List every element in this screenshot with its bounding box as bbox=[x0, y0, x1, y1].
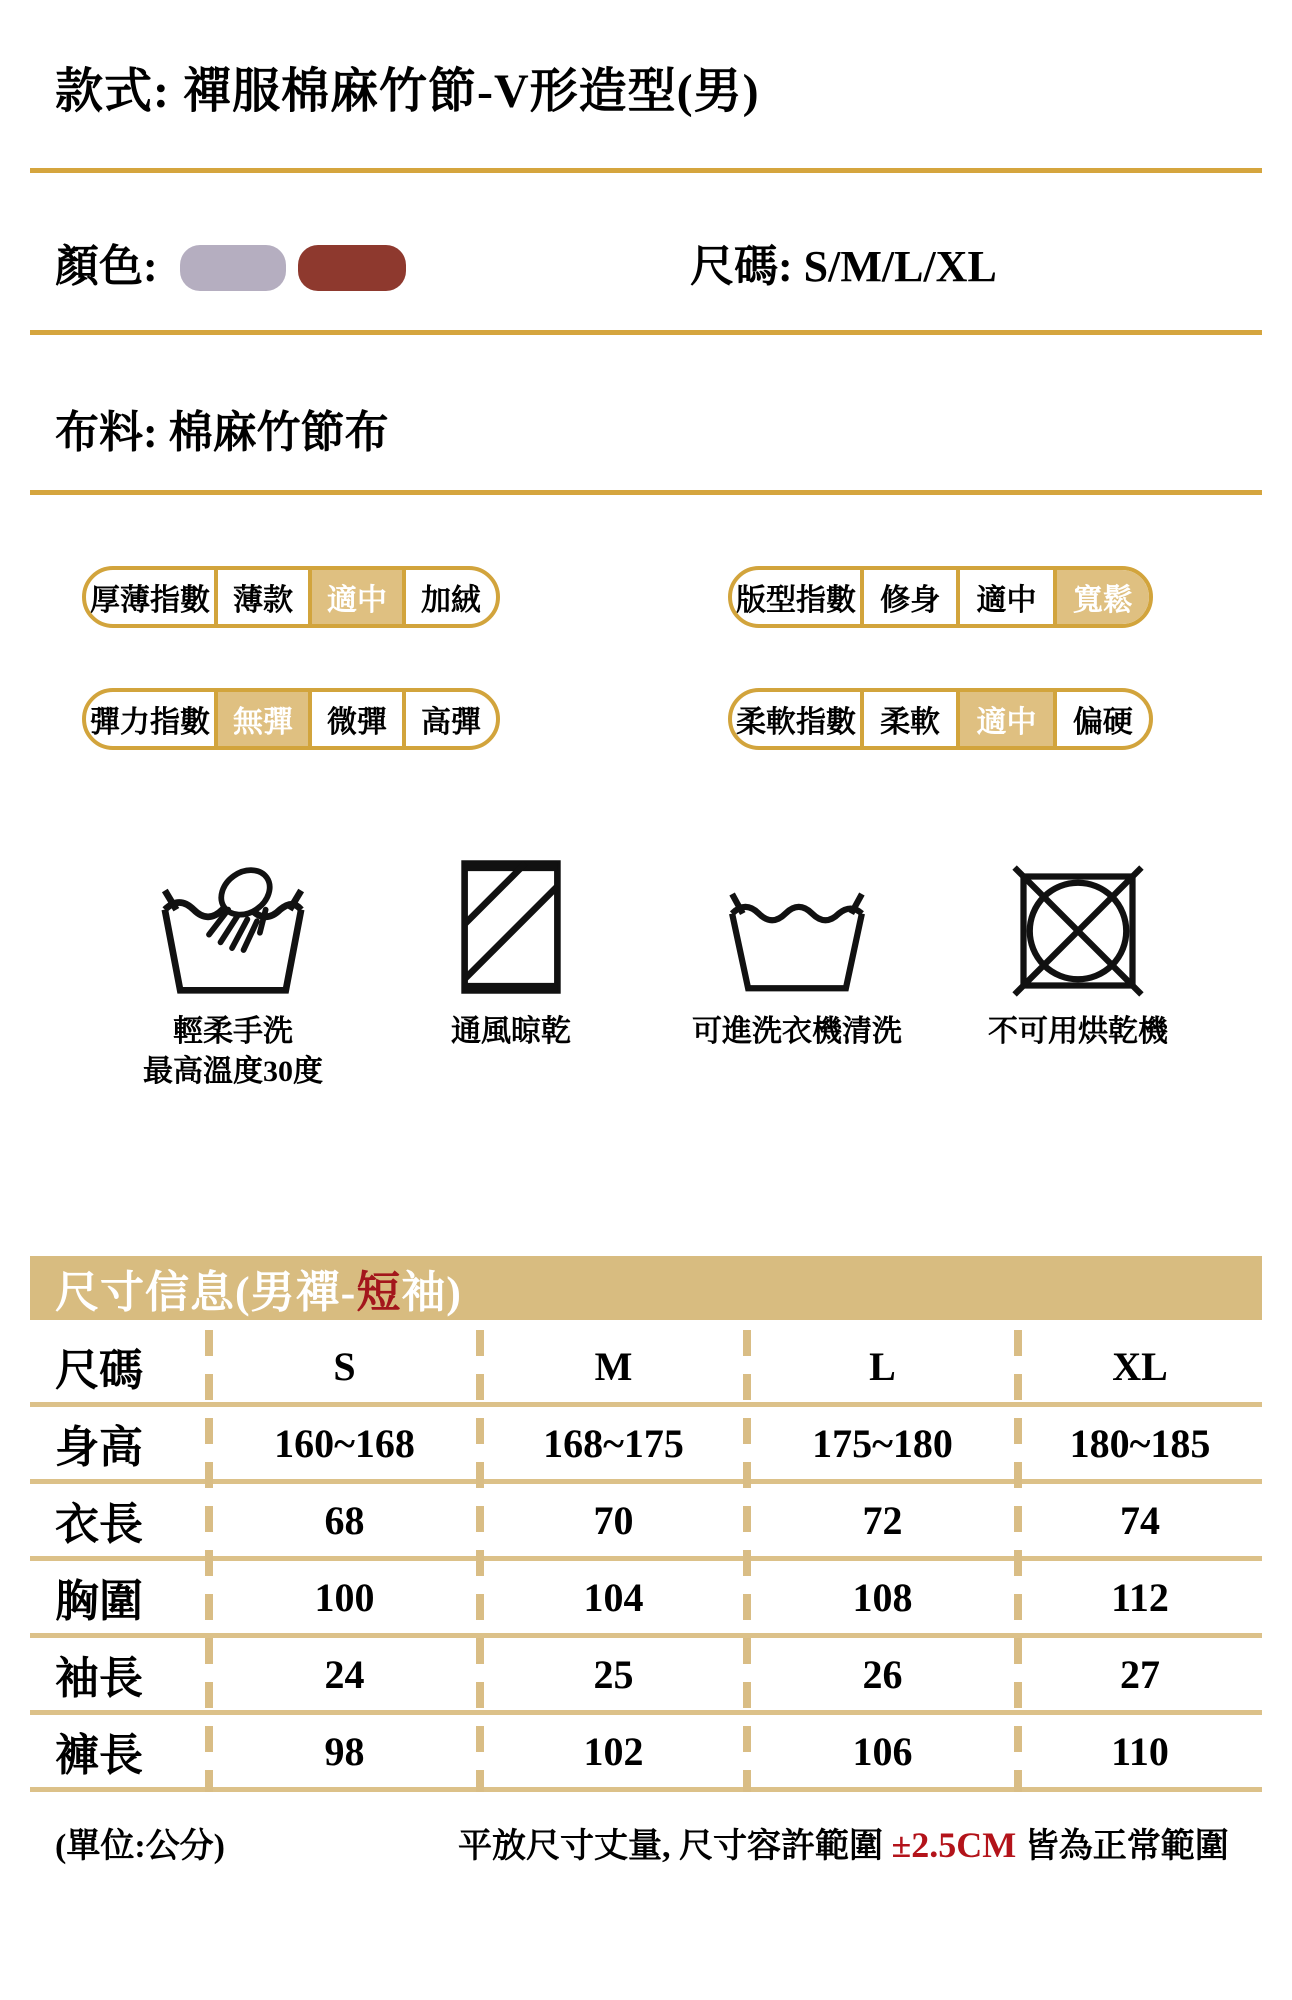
table-cell: 98 bbox=[324, 1728, 365, 1774]
table-row bbox=[30, 1484, 1262, 1561]
divider bbox=[30, 330, 1262, 335]
row-label: 衣長 bbox=[55, 1500, 143, 1549]
indicator-label: 厚薄指數 bbox=[90, 584, 210, 617]
table-cell: 72 bbox=[862, 1497, 903, 1543]
care-item-no-tumble-dry bbox=[948, 850, 1208, 1052]
table-cell: S bbox=[333, 1343, 356, 1389]
indicator-option: 適中 bbox=[956, 570, 1052, 624]
indicator-option: 偏硬 bbox=[1053, 692, 1149, 746]
table-cell: L bbox=[869, 1343, 896, 1389]
table-cell: 27 bbox=[1120, 1651, 1160, 1697]
table-cell: 160~168 bbox=[274, 1420, 415, 1466]
care-caption: 可進洗衣機清洗 bbox=[692, 1015, 902, 1048]
table-cell: 175~180 bbox=[812, 1420, 953, 1466]
row-label: 褲長 bbox=[55, 1731, 143, 1780]
indicator-option-selected: 無彈 bbox=[214, 692, 308, 746]
vent-dry-icon bbox=[381, 850, 641, 998]
row-label: 身高 bbox=[55, 1423, 143, 1472]
unit-note: (單位:公分) bbox=[55, 1828, 225, 1865]
care-item-hand-wash bbox=[103, 850, 363, 1092]
table-cell: XL bbox=[1112, 1343, 1168, 1389]
table-cell: 100 bbox=[314, 1574, 375, 1620]
table-cell: M bbox=[594, 1343, 633, 1389]
table-cell: 24 bbox=[324, 1651, 365, 1697]
indicator-elasticity bbox=[82, 688, 500, 750]
table-cell: 68 bbox=[324, 1497, 365, 1543]
table-cell: 110 bbox=[1111, 1728, 1169, 1774]
indicator-option-selected: 適中 bbox=[308, 570, 402, 624]
table-row bbox=[30, 1715, 1262, 1792]
table-divider bbox=[1014, 1330, 1022, 1792]
row-label: 袖長 bbox=[55, 1654, 143, 1703]
indicator-option: 高彈 bbox=[402, 692, 496, 746]
table-cell: 106 bbox=[852, 1728, 913, 1774]
fabric-title: 布料: 棉麻竹節布 bbox=[55, 408, 389, 457]
table-cell: 26 bbox=[862, 1651, 903, 1697]
table-cell: 112 bbox=[1111, 1574, 1169, 1620]
divider bbox=[30, 168, 1262, 173]
divider bbox=[30, 490, 1262, 495]
indicator-thickness bbox=[82, 566, 500, 628]
indicator-option: 柔軟 bbox=[860, 692, 956, 746]
table-cell: 104 bbox=[583, 1574, 644, 1620]
table-cell: 180~185 bbox=[1069, 1420, 1211, 1466]
care-caption: 不可用烘乾機 bbox=[988, 1015, 1168, 1048]
color-label: 顏色: bbox=[55, 242, 158, 291]
indicator-label: 彈力指數 bbox=[90, 706, 210, 739]
no-tumble-dry-icon bbox=[948, 850, 1208, 998]
table-divider bbox=[743, 1330, 751, 1792]
table-cell: 25 bbox=[593, 1651, 634, 1697]
indicator-option: 修身 bbox=[860, 570, 956, 624]
indicator-label: 版型指數 bbox=[736, 584, 856, 617]
size-table bbox=[30, 1330, 1262, 1792]
care-caption: 輕柔手洗 最高溫度30度 bbox=[143, 1015, 323, 1088]
indicator-label: 柔軟指數 bbox=[736, 706, 856, 739]
table-cell: 108 bbox=[852, 1574, 913, 1620]
indicator-option-selected: 適中 bbox=[956, 692, 1052, 746]
table-row bbox=[30, 1638, 1262, 1715]
size-options: 尺碼: S/M/L/XL bbox=[690, 242, 997, 291]
indicator-option: 加絨 bbox=[402, 570, 496, 624]
row-label: 胸圍 bbox=[55, 1577, 143, 1626]
table-header-row bbox=[30, 1330, 1262, 1407]
table-cell: 70 bbox=[593, 1497, 634, 1543]
row-label: 尺碼 bbox=[55, 1346, 143, 1395]
table-row bbox=[30, 1407, 1262, 1484]
table-cell: 102 bbox=[583, 1728, 644, 1774]
indicator-softness bbox=[728, 688, 1153, 750]
machine-wash-icon bbox=[667, 850, 927, 998]
size-info-title: 尺寸信息(男禪-短袖) bbox=[55, 1268, 462, 1317]
style-title: 款式: 禪服棉麻竹節-V形造型(男) bbox=[55, 65, 760, 118]
size-info-band bbox=[30, 1256, 1262, 1320]
table-divider bbox=[476, 1330, 484, 1792]
table-cell: 74 bbox=[1120, 1497, 1160, 1543]
table-divider bbox=[205, 1330, 213, 1792]
care-caption: 通風晾乾 bbox=[451, 1015, 571, 1048]
measure-note: 平放尺寸丈量, 尺寸容許範圍 ±2.5CM 皆為正常範圍 bbox=[458, 1825, 1229, 1865]
indicator-option: 薄款 bbox=[214, 570, 308, 624]
hand-wash-icon bbox=[103, 850, 363, 998]
color-swatch-lavender bbox=[180, 245, 286, 291]
care-item-machine-wash bbox=[667, 850, 927, 1052]
indicator-option-selected: 寬鬆 bbox=[1053, 570, 1149, 624]
indicator-option: 微彈 bbox=[308, 692, 402, 746]
care-item-vent-dry bbox=[381, 850, 641, 1052]
color-swatch-brick bbox=[298, 245, 406, 291]
table-cell: 168~175 bbox=[543, 1420, 684, 1466]
table-row bbox=[30, 1561, 1262, 1638]
indicator-fit bbox=[728, 566, 1153, 628]
